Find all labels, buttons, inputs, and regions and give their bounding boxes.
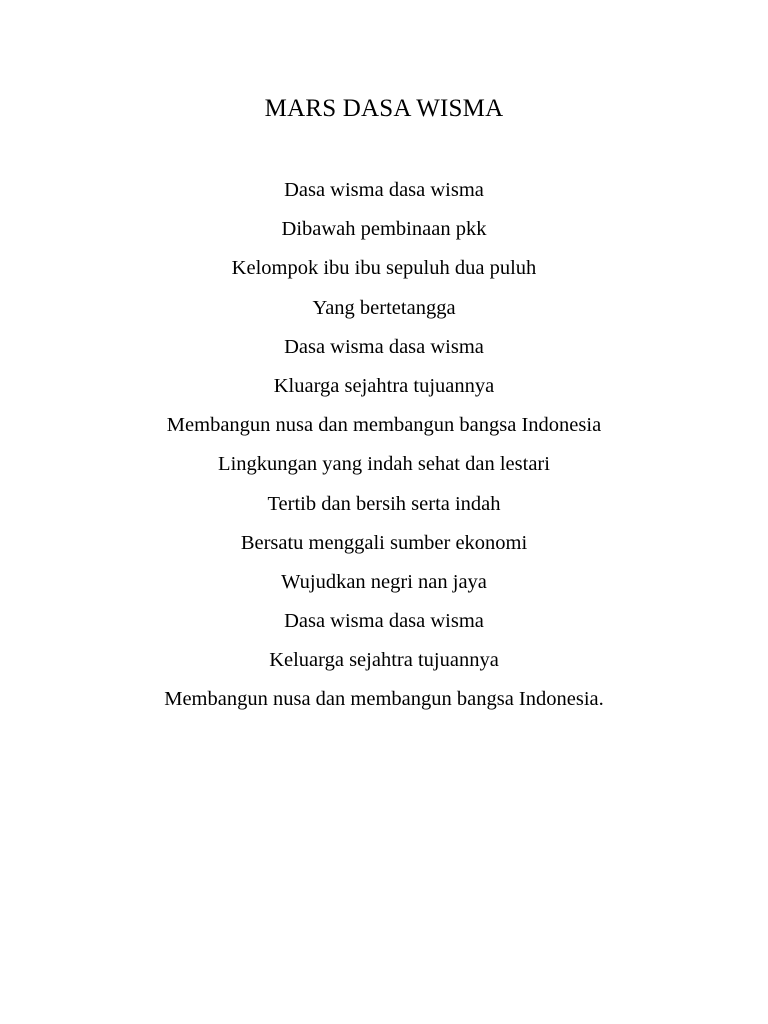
page-title: MARS DASA WISMA: [264, 95, 504, 122]
lyric-line: Tertib dan bersih serta indah: [267, 492, 501, 515]
lyric-line: Dasa wisma dasa wisma: [284, 335, 484, 358]
lyric-line: Lingkungan yang indah sehat dan lestari: [218, 453, 550, 476]
lyrics-list: [0, 174, 768, 723]
lyric-line: Kluarga sejahtra tujuannya: [273, 374, 495, 397]
lyric-line: Membangun nusa dan membangun bangsa Indonesia.: [164, 688, 604, 711]
lyric-line: Dibawah pembinaan pkk: [281, 218, 487, 241]
lyric-line: Kelompok ibu ibu sepuluh dua puluh: [231, 257, 537, 280]
lyric-line: Membangun nusa dan membangun bangsa Indonesia: [166, 414, 602, 437]
lyric-line: Dasa wisma dasa wisma: [284, 610, 484, 633]
lyric-line: Wujudkan negri nan jaya: [281, 570, 487, 593]
lyric-line: Yang bertetangga: [312, 296, 456, 319]
lyric-line: Keluarga sejahtra tujuannya: [269, 649, 499, 672]
lyric-line: Bersatu menggali sumber ekonomi: [240, 531, 528, 554]
lyric-line: Dasa wisma dasa wisma: [284, 179, 484, 201]
